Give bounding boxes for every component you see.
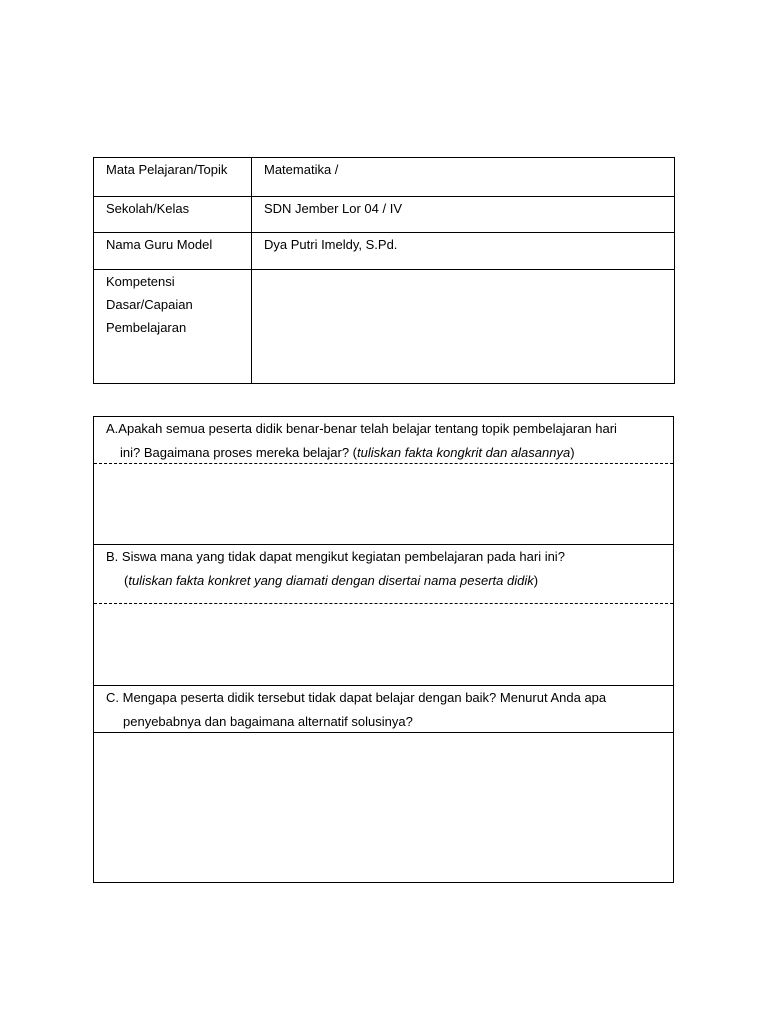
table-row — [94, 233, 675, 270]
question-a-line2 — [106, 441, 667, 465]
question-b-line2 — [106, 569, 667, 593]
question-a-line2-plain: ini? Bagaimana proses mereka belajar? ( — [120, 445, 358, 460]
question-b-line2-close: ) — [533, 573, 539, 588]
question-c-line1: Mengapa peserta didik tersebut tidak dapat belajar dengan baik? Menurut Anda apa — [122, 690, 607, 705]
table-row — [94, 197, 675, 233]
label-cell-mata-pelajaran: Mata Pelajaran/Topik — [94, 158, 252, 197]
question-b — [94, 545, 673, 593]
question-a-line2-italic: tuliskan fakta kongkrit dan alasannya — [357, 445, 571, 460]
label-line: Dasar/Capaian — [106, 297, 193, 312]
question-a-prefix: A. — [106, 421, 119, 436]
question-a-line1: Apakah semua peserta didik benar-benar telah belajar tentang topik pembelajaran hari — [118, 421, 617, 436]
value-cell-mata-pelajaran[interactable]: Matematika / — [252, 158, 675, 197]
question-b-text — [94, 545, 673, 593]
question-c-text — [94, 686, 673, 734]
info-table — [93, 157, 675, 384]
answer-area-b[interactable] — [94, 604, 673, 685]
question-b-line2-italic: tuliskan fakta konkret yang diamati dengan disertai nama peserta didik — [128, 573, 534, 588]
question-b-line1: Siswa mana yang tidak dapat mengikut kegiatan pembelajaran pada hari ini? — [121, 549, 565, 564]
question-b-prefix: B. — [106, 549, 119, 564]
question-c-prefix: C. — [106, 690, 119, 705]
table-row — [94, 270, 675, 384]
question-a-text — [94, 417, 673, 465]
question-a — [94, 417, 673, 465]
label-cell-kompetensi — [94, 270, 252, 384]
value-cell-kompetensi[interactable] — [252, 270, 675, 384]
label-cell-sekolah-kelas: Sekolah/Kelas — [94, 197, 252, 233]
label-cell-nama-guru: Nama Guru Model — [94, 233, 252, 270]
label-line: Kompetensi — [106, 274, 175, 289]
value-cell-sekolah-kelas[interactable]: SDN Jember Lor 04 / IV — [252, 197, 675, 233]
table-row — [94, 158, 675, 197]
question-c — [94, 686, 673, 734]
question-c-line2: penyebabnya dan bagaimana alternatif solusinya? — [123, 714, 413, 729]
questions-box — [93, 416, 674, 883]
label-line: Pembelajaran — [106, 320, 187, 335]
answer-area-c[interactable] — [94, 733, 673, 882]
question-a-line2-close: ) — [570, 445, 575, 460]
question-b-line2-open: ( — [124, 573, 129, 588]
value-cell-nama-guru[interactable]: Dya Putri Imeldy, S.Pd. — [252, 233, 675, 270]
answer-area-a[interactable] — [94, 464, 673, 544]
